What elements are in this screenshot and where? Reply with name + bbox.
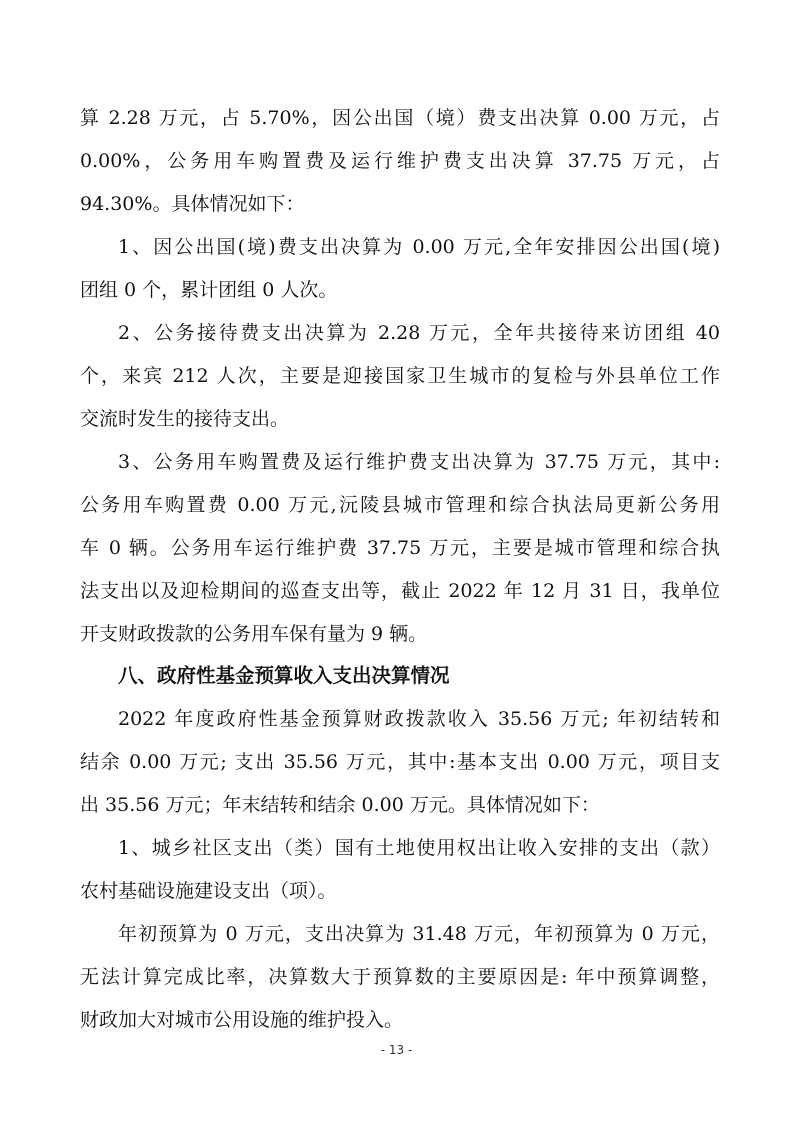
- body-line: 车 0 辆。公务用车运行维护费 37.75 万元，主要是城市管理和综合执: [80, 537, 720, 559]
- page-number: - 13 -: [380, 1043, 413, 1057]
- body-line: 个，来宾 212 人次，主要是迎接国家卫生城市的复检与外县单位工作: [80, 365, 720, 387]
- body-line: 团组 0 个，累计团组 0 人次。: [80, 279, 338, 301]
- body-line: 1、城乡社区支出（类）国有土地使用权出让收入安排的支出（款）: [118, 837, 720, 859]
- body-line: 2022 年度政府性基金预算财政拨款收入 35.56 万元; 年初结转和: [118, 708, 720, 730]
- body-line: 出 35.56 万元；年末结转和结余 0.00 万元。具体情况如下：: [80, 794, 600, 816]
- body-line: 农村基础设施建设支出（项）。: [80, 880, 337, 902]
- body-line: 1、因公出国(境)费支出决算为 0.00 万元,全年安排因公出国(境): [118, 236, 720, 258]
- body-line: 结余 0.00 万元; 支出 35.56 万元，其中:基本支出 0.00 万元，项目支: [80, 751, 720, 773]
- body-line: 财政加大对城市公用设施的维护投入。: [80, 1009, 404, 1031]
- body-line: 2、公务接待费支出决算为 2.28 万元，全年共接待来访团组 40: [118, 322, 720, 344]
- body-line: 无法计算完成比率，决算数大于预算数的主要原因是: 年中预算调整，: [80, 966, 720, 988]
- body-line: 开支财政拨款的公务用车保有量为 9 辆。: [80, 623, 428, 645]
- body-line: 法支出以及迎检期间的巡查支出等，截止 2022 年 12 月 31 日，我单位: [80, 580, 720, 602]
- body-line: 0.00%，公务用车购置费及运行维护费支出决算 37.75 万元，占: [80, 150, 720, 172]
- section-heading: 八、政府性基金预算收入支出决算情况: [118, 664, 450, 687]
- body-line: 算 2.28 万元，占 5.70%，因公出国（境）费支出决算 0.00 万元，占: [80, 107, 720, 129]
- body-line: 3、公务用车购置费及运行维护费支出决算为 37.75 万元，其中:: [118, 451, 720, 473]
- body-line: 94.30%。具体情况如下：: [80, 193, 305, 215]
- body-line: 年初预算为 0 万元，支出决算为 31.48 万元，年初预算为 0 万元，: [118, 923, 720, 945]
- body-line: 公务用车购置费 0.00 万元,沅陵县城市管理和综合执法局更新公务用: [80, 494, 720, 516]
- body-line: 交流时发生的接待支出。: [80, 408, 290, 430]
